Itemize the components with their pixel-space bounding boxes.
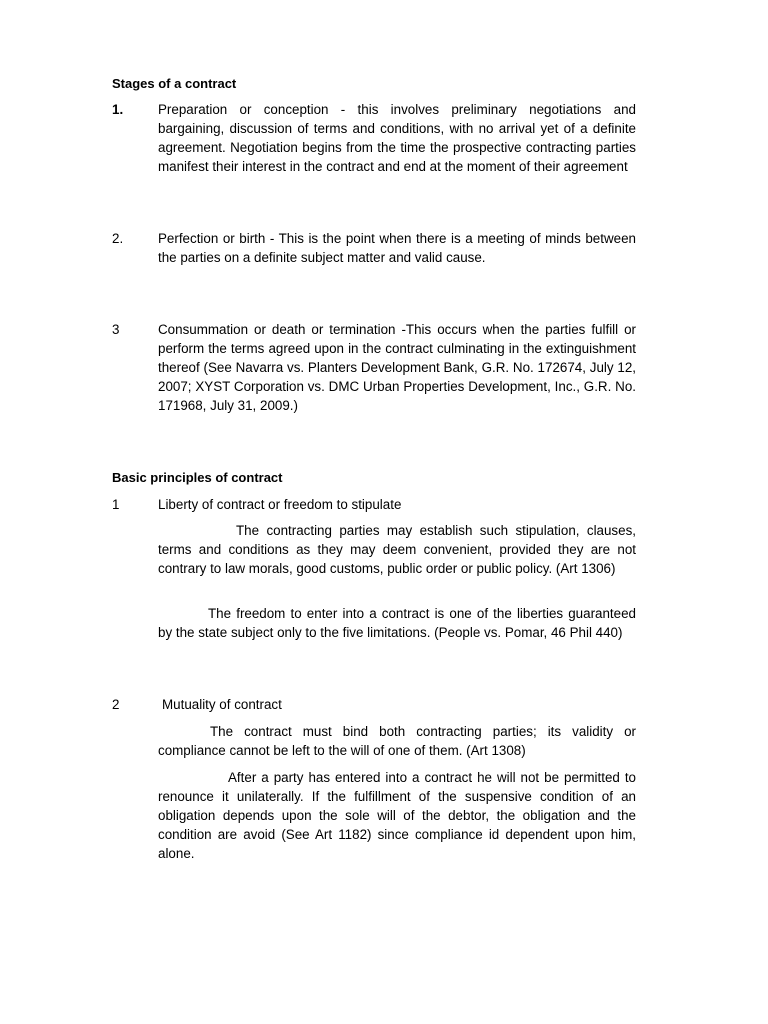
principles-heading: Basic principles of contract (112, 470, 283, 485)
stages-heading: Stages of a contract (112, 76, 237, 91)
principle-number: 2 (112, 697, 120, 712)
stage-number: 3 (112, 322, 120, 337)
principle-number: 1 (112, 497, 120, 512)
stage-text: Preparation or conception - this involves preliminary negotiations and bargaining, discussion of terms and conditions, with no arrival yet of a definite agreement. Negotiation begins from the time the prospective contracting parties manifest their interest in the contract and end at the moment of their agreement (158, 102, 636, 174)
principle-2-paragraph-1: The contract must bind both contracting parties; its validity or compliance cannot be left to the will of one of them. (Art 1308) (158, 724, 636, 758)
principle-2-paragraph-2: After a party has entered into a contract he will not be permitted to renounce it unilaterally. If the fulfillment of the suspensive condition of an obligation depends upon the sole will of the debtor, the obligation and the condition are avoid (See Art 1182) since compliance id dependent upon him, alone. (158, 770, 636, 861)
stage-number: 2. (112, 231, 124, 246)
stage-text: Consummation or death or termination -This occurs when the parties fulfill or perform the terms agreed upon in the contract culminating in the extinguishment thereof (See Navarra vs. Planters Development Bank, G.R. No. 172674, July 12, 2007; XYST Corporation vs. DMC Urban Properties Development, Inc., G.R. No. 171968, July 31, 2009.) (158, 322, 636, 413)
stage-number: 1. (112, 102, 124, 117)
principle-title: Mutuality of contract (162, 697, 282, 712)
principle-1-paragraph-1: The contracting parties may establish such stipulation, clauses, terms and conditions as they may deem convenient, provided they are not contrary to law morals, good customs, public order or public policy. (Art 1306) (158, 523, 636, 576)
principle-title: Liberty of contract or freedom to stipulate (158, 497, 402, 512)
principle-1-paragraph-2: The freedom to enter into a contract is one of the liberties guaranteed by the state subject only to the five limitations. (People vs. Pomar, 46 Phil 440) (158, 606, 636, 640)
stage-text: Perfection or birth - This is the point when there is a meeting of minds between the parties on a definite subject matter and valid cause. (158, 231, 636, 265)
